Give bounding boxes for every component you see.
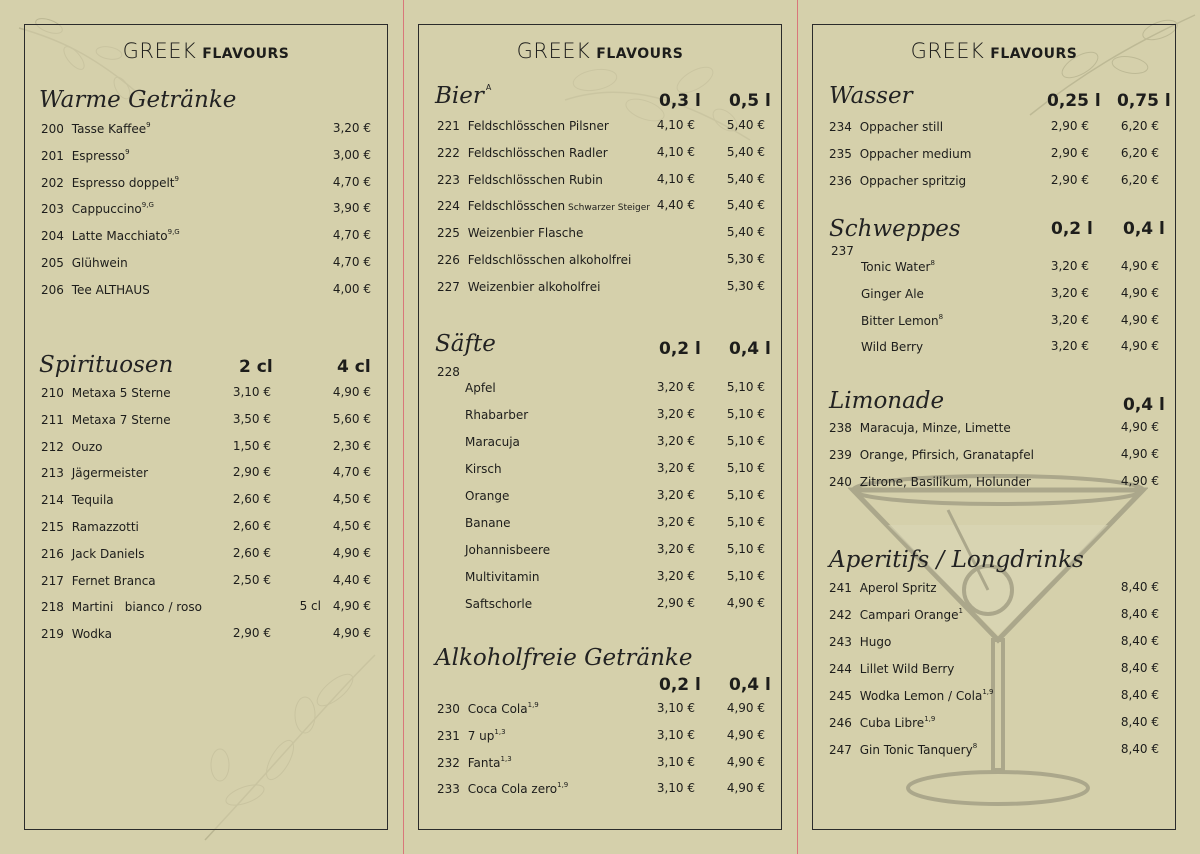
menu-item-price-small: 3,10 € [232,385,271,399]
menu-item-label: Oppacher medium [859,147,972,161]
menu-item-name [829,580,937,596]
menu-item-label: Wodka Lemon / Cola [859,689,983,703]
menu-item-label: Feldschlösschen alkoholfrei [467,253,632,267]
menu-item-price-large: 5,40 € [726,225,765,240]
menu-item-price-large: 4,90 € [1120,285,1159,300]
menu-item-price-large: 5,40 € [726,198,765,213]
menu-item-name [41,385,171,401]
menu-item-label: Glühwein [71,256,128,270]
menu-item-label: Feldschlösschen [467,199,566,214]
menu-item-price-large: 5,10 € [726,407,765,421]
menu-item-number: 201 [41,148,68,163]
menu-item-price: 3,20 € [332,121,371,135]
menu-item-name [829,661,954,677]
menu-item-name [41,546,144,562]
menu-item-name [465,434,520,450]
menu-item-label: Metaxa 7 Sterne [71,412,171,427]
menu-item-name [41,148,130,164]
brand-logo: GREEK FLAVOURS [910,39,1078,63]
menu-item-label: Cappuccino [71,202,142,217]
menu-item-name [829,715,935,731]
menu-item-name [829,146,971,162]
menu-item-price-small: 3,20 € [656,461,695,475]
menu-item-number: 225 [437,226,464,241]
menu-item-price-large: 5,10 € [726,569,765,583]
menu-item-price-small: 3,20 € [1050,339,1089,354]
menu-item-number: 202 [41,175,68,190]
menu-panel-middle [418,24,782,830]
menu-item-number: 232 [437,755,464,770]
menu-item-label: Ouzo [71,439,103,454]
menu-item-price: 3,00 € [332,147,371,162]
menu-item-price-large: 4,90 € [1120,312,1159,327]
menu-item-price-small: 3,10 € [656,781,695,796]
beer-col1-header: 0,3 l [659,91,701,111]
menu-item-name [41,599,202,615]
menu-item-number: 206 [41,282,68,297]
menu-item-number: 214 [41,493,68,508]
menu-item-price: 4,90 € [1120,420,1159,434]
menu-item-price-large: 4,90 € [332,599,371,614]
menu-item-label: Aperol Spritz [859,581,937,595]
menu-item-name [437,225,583,241]
menu-item-label: Martini bianco / roso [71,600,202,615]
allergen-note: 1,9 [557,781,569,790]
menu-item-label: Weizenbier Flasche [467,226,584,241]
spirits-col2-header: 4 cl [337,357,371,377]
section-heading-spirits: Spirituosen [39,352,174,378]
menu-item-label: Orange [465,489,510,503]
menu-item-name [41,121,151,137]
menu-item-price-large: 5,10 € [726,515,765,529]
allergen-note: 9,G [141,201,154,210]
menu-item-number: 211 [41,412,68,427]
juices-col1-header: 0,2 l [659,339,701,359]
section-heading-beer: Bier $^A$ [435,83,492,109]
menu-item-name [465,488,509,504]
menu-item-price-large: 4,90 € [726,701,765,715]
menu-item-number: 230 [437,702,464,716]
menu-item-label: Tonic Water [861,260,931,274]
menu-item-price-small: 3,10 € [656,701,695,715]
menu-item-name [437,118,609,134]
menu-item-name [829,474,1031,490]
menu-item-number: 241 [829,581,856,595]
menu-item-label: Feldschlösschen Rubin [467,172,603,187]
menu-item-label: Oppacher spritzig [859,174,967,188]
menu-item-label: Tee ALTHAUS [71,282,150,297]
menu-item-price: 8,40 € [1120,661,1159,675]
menu-item-price-small: 3,20 € [656,569,695,583]
schweppes-col2-header: 0,4 l [1123,219,1165,239]
menu-item-label: Zitrone, Basilikum, Holunder [859,475,1031,489]
menu-item-label: Johannisbeere [465,543,551,557]
menu-item-price-large: 4,90 € [726,754,765,769]
menu-item-number: 213 [41,466,68,481]
menu-item-name [41,439,102,455]
menu-item-price-large: 4,90 € [332,626,371,641]
menu-item-label: Ramazzotti [71,520,139,534]
menu-item-price-small: 3,20 € [656,542,695,556]
menu-item-name [41,412,171,428]
menu-item-label: Apfel [465,381,496,395]
menu-item-number: 236 [829,174,856,188]
menu-item-price: 4,70 € [332,255,371,269]
section-heading-warm-drinks: Warme Getränke [39,87,237,113]
menu-item-price-small: 2,90 € [1050,173,1089,187]
menu-item-number: 218 [41,600,68,615]
menu-item-label: Espresso doppelt [71,175,175,190]
menu-item-price-large: 4,50 € [332,519,371,533]
menu-item-label: Tequila [71,493,114,508]
menu-panel-left [24,24,388,830]
menu-item-price-small: 1,50 € [232,438,271,453]
juices-item-number: 228 [437,365,460,379]
menu-item-price-small: 2,90 € [1050,146,1089,160]
allergen-note: 8 [930,259,935,267]
menu-item-name [437,252,631,268]
fold-guide-left [403,0,404,854]
menu-item-price-large: 5,10 € [726,488,765,502]
menu-item-price-small: 3,50 € [232,411,271,426]
allergen-note: 1 [958,607,963,615]
menu-item-price-large: 4,90 € [1120,339,1159,354]
menu-item-name [465,596,532,612]
menu-item-price-large: 4,90 € [726,781,765,796]
juices-col2-header: 0,4 l [729,339,771,359]
menu-item-number: 246 [829,716,856,730]
menu-item-price-small: 4,10 € [656,171,695,186]
menu-item-number: 238 [829,421,856,435]
menu-item-price-small: 3,20 € [1050,285,1089,300]
lemonade-col-header: 0,4 l [1123,395,1165,415]
menu-item-label: Wodka [71,627,112,642]
menu-item-name [465,380,496,396]
soft-col1-header: 0,2 l [659,675,701,695]
menu-item-price-small: 3,10 € [656,754,695,769]
menu-item-price-small: 2,60 € [232,545,271,560]
spirits-col1-header: 2 cl [239,357,273,377]
menu-item-number: 233 [437,782,464,797]
menu-item-name [829,634,891,650]
menu-item-label: Weizenbier alkoholfrei [467,279,601,294]
menu-item-price: 4,00 € [332,281,371,296]
menu-item-label: Lillet Wild Berry [859,662,955,676]
menu-item-price-small: 2,60 € [232,519,271,533]
menu-item-label: Orange, Pfirsich, Granatapfel [859,448,1034,462]
menu-item-price: 4,90 € [1120,474,1159,488]
menu-item-price-small: 3,20 € [656,380,695,394]
section-heading-schweppes: Schweppes [829,216,961,242]
menu-item-price: 8,40 € [1120,688,1159,702]
menu-item-name [41,255,128,271]
menu-item-price-large: 4,70 € [332,465,371,480]
menu-item-price-small: 2,90 € [656,596,695,610]
menu-item-name [437,145,608,161]
menu-item-name [829,119,943,135]
water-col1-header: 0,25 l [1047,91,1101,111]
menu-item-label: Campari Orange [859,608,959,622]
menu-item-label: Oppacher still [859,120,944,134]
menu-item-name [829,742,977,758]
menu-item-name [861,339,923,355]
allergen-note: 9 [125,147,130,156]
menu-item-price-large: 5,30 € [726,278,765,293]
menu-item-label: Feldschlösschen Pilsner [467,119,609,133]
menu-item-price-small: 2,60 € [232,492,271,507]
menu-item-price: 8,40 € [1120,607,1159,621]
menu-item-label: Fernet Branca [71,573,156,588]
menu-item-price-small: 3,10 € [656,727,695,742]
allergen-note: 9 [174,174,179,183]
menu-item-number: 215 [41,520,68,534]
section-heading-lemonade: Limonade [829,388,945,414]
menu-item-price-large: 4,50 € [332,492,371,507]
menu-item-name [437,198,650,214]
menu-item-price: 4,90 € [1120,447,1159,461]
menu-item-name [41,465,148,481]
menu-item-label: Maracuja [465,435,520,449]
menu-item-price-small: 3,20 € [1050,259,1089,273]
menu-item-price-small: 4,10 € [656,118,695,132]
menu-item-label: Kirsch [465,462,502,476]
menu-item-price-small: 2,90 € [232,465,271,480]
menu-item-price-large: 5,10 € [726,380,765,394]
menu-item-name [829,173,966,189]
menu-item-name [437,172,603,188]
menu-item-name [861,259,935,275]
menu-item-price-large: 5,10 € [726,434,765,448]
menu-item-label: Cuba Libre [859,716,925,730]
menu-item-name [437,781,568,797]
menu-item-number: 216 [41,546,68,561]
menu-item-price: 3,90 € [332,201,371,216]
water-col2-header: 0,75 l [1117,91,1171,111]
menu-item-price-large: 5,40 € [726,144,765,159]
allergen-note: 8 [972,742,978,750]
menu-item-number: 226 [437,253,464,267]
section-heading-aperitifs: Aperitifs / Longdrinks [829,547,1084,573]
menu-item-number: 245 [829,689,856,703]
menu-item-name [437,728,506,744]
menu-item-number: 203 [41,202,68,217]
menu-item-name [437,755,512,771]
menu-item-number: 204 [41,229,68,244]
menu-item-price: 8,40 € [1120,634,1159,648]
menu-item-name [41,201,154,217]
allergen-note: 1,9 [924,715,936,723]
menu-item-label: Latte Macchiato [71,229,168,244]
menu-item-price-small: 3,20 € [656,488,695,502]
menu-item-label: Jägermeister [71,466,149,481]
menu-item-label: Jack Daniels [71,546,145,561]
menu-item-price-small: 4,10 € [656,144,695,159]
brand-logo: GREEK FLAVOURS [122,39,290,63]
menu-item-name [437,279,600,295]
menu-item-name [437,701,539,717]
menu-item-number: 235 [829,147,856,161]
menu-item-label: Bitter Lemon [861,313,939,328]
menu-item-price-large: 4,40 € [332,572,371,587]
menu-item-name [41,282,150,298]
menu-item-label: Coca Cola zero [467,782,558,797]
menu-item-number: 212 [41,439,68,454]
allergen-note: 1,9 [527,701,539,709]
menu-item-label: Rhabarber [465,408,529,422]
menu-item-price-small: 3,20 € [656,515,695,529]
menu-item-name [465,542,550,558]
menu-item-price-large: 6,20 € [1120,146,1159,160]
menu-item-name [465,515,511,531]
allergen-note: 1,3 [500,754,512,763]
menu-item-number: 231 [437,728,464,743]
menu-item-number: 200 [41,122,68,136]
section-heading-juices: Säfte [435,331,496,357]
menu-item-number: 223 [437,172,464,187]
menu-item-label: Saftschorle [465,597,533,611]
beer-col2-header: 0,5 l [729,91,771,111]
menu-item-price-small: 2,50 € [232,572,271,587]
menu-item-price-large: 4,90 € [1120,259,1159,273]
menu-item-price: 8,40 € [1120,580,1159,594]
fold-guide-right [797,0,798,854]
menu-item-number: 210 [41,386,68,400]
menu-item-label: Multivitamin [465,570,540,584]
menu-item-label: Fanta [467,755,501,770]
menu-item-number: 205 [41,256,68,270]
menu-item-price: 8,40 € [1120,742,1159,756]
menu-item-note: Schwarzer Steiger [565,203,650,214]
menu-item-price-large: 5,30 € [726,252,765,266]
menu-item-number: 247 [829,743,856,757]
menu-item-name [465,569,539,585]
menu-item-price: 4,70 € [332,228,371,243]
menu-item-label: Wild Berry [861,340,924,355]
menu-item-price-small: 3,20 € [656,434,695,448]
menu-item-name [41,228,180,244]
menu-item-price-large: 5,10 € [726,461,765,475]
menu-item-label: Metaxa 5 Sterne [71,386,171,400]
menu-item-number: 242 [829,608,856,622]
soft-col2-header: 0,4 l [729,675,771,695]
menu-item-label: Tasse Kaffee [71,122,147,136]
menu-item-label: Feldschlösschen Radler [467,145,608,160]
menu-item-name [861,313,943,329]
menu-item-name [861,286,924,302]
menu-item-label: Ginger Ale [861,286,924,301]
menu-item-number: 243 [829,635,856,649]
menu-item-number: 217 [41,573,68,588]
menu-item-price-small: 2,90 € [1050,119,1089,133]
menu-item-name [41,626,112,642]
menu-item-name [829,607,963,623]
menu-item-name [41,492,114,508]
menu-item-number: 234 [829,120,856,134]
menu-item-price-large: 2,30 € [332,438,371,453]
schweppes-item-number: 237 [831,244,854,258]
menu-item-price-large: 5,40 € [726,171,765,186]
menu-item-number: 219 [41,627,68,642]
menu-item-price-large: 4,90 € [332,385,371,399]
menu-item-number: 240 [829,475,856,489]
schweppes-col1-header: 0,2 l [1051,219,1093,239]
menu-item-price-large: 5,40 € [726,118,765,132]
menu-item-number: 221 [437,119,464,133]
menu-item-name [829,688,993,704]
menu-item-price-small: 5 cl [299,599,321,614]
menu-item-price-large: 4,90 € [726,596,765,610]
menu-item-price-large: 4,90 € [332,545,371,560]
menu-item-label: Coca Cola [467,702,528,716]
allergen-note: 1,3 [494,727,506,736]
menu-item-number: 224 [437,199,464,214]
menu-item-label: Espresso [71,148,126,163]
allergen-note: 9 [146,121,151,129]
menu-item-price: 8,40 € [1120,715,1159,729]
menu-item-price-small: 3,20 € [1050,312,1089,327]
menu-item-price-large: 5,60 € [332,411,371,426]
menu-item-label: 7 up [467,728,495,743]
menu-item-name [41,519,139,535]
allergen-note: 9,G [167,228,180,237]
menu-item-label: Banane [465,516,511,530]
menu-item-number: 222 [437,145,464,160]
section-heading-soft-drinks: Alkoholfreie Getränke [435,645,693,671]
menu-item-price-large: 6,20 € [1120,173,1159,187]
menu-item-number: 244 [829,662,856,676]
menu-item-name [41,175,179,191]
menu-panel-right [812,24,1176,830]
menu-item-number: 227 [437,279,464,294]
menu-item-price-small: 2,90 € [232,626,271,641]
menu-item-name [41,573,156,589]
menu-item-price-large: 6,20 € [1120,119,1159,133]
menu-item-price-large: 5,10 € [726,542,765,556]
menu-item-label: Hugo [859,635,892,649]
menu-item-price-small: 4,40 € [656,198,695,213]
section-heading-water: Wasser [829,83,913,109]
menu-item-price-small: 3,20 € [656,407,695,421]
menu-item-number: 239 [829,448,856,462]
menu-item-name [829,420,1011,436]
allergen-note: 1,9 [982,688,994,696]
menu-item-name [829,447,1034,463]
menu-item-label: Gin Tonic Tanquery [859,743,973,757]
menu-item-name [465,461,502,477]
menu-item-name [465,407,528,423]
menu-item-price: 4,70 € [332,174,371,189]
allergen-note: 8 [938,312,944,321]
brand-logo: GREEK FLAVOURS [516,39,684,63]
menu-item-label: Maracuja, Minze, Limette [859,421,1011,435]
menu-item-price-large: 4,90 € [726,727,765,742]
